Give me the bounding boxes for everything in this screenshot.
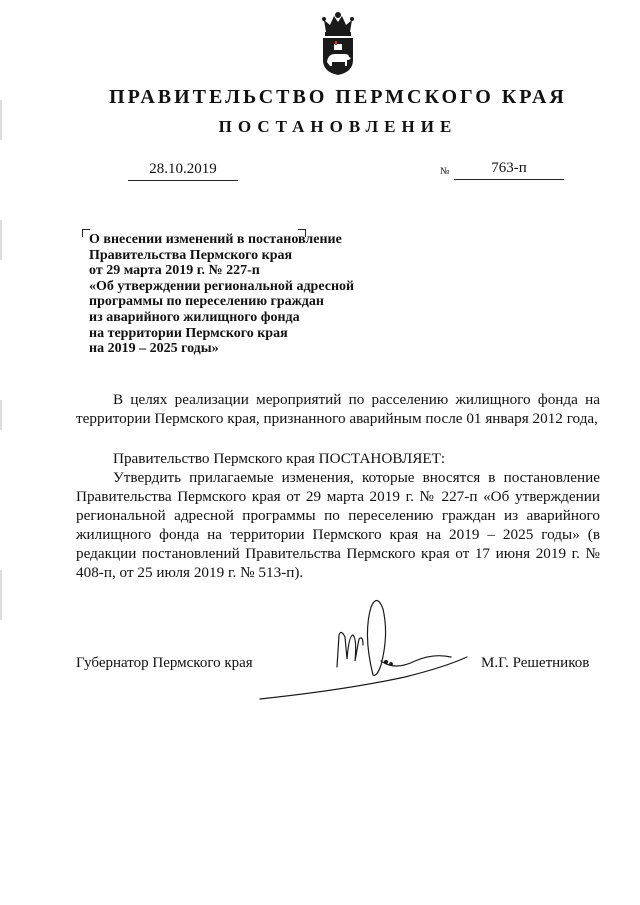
body-paragraph-approve: Утвердить прилагаемые изменения, которые вносятся в постановление Правительства Пермского края от 29 марта 2019 г. № 227-п «Об утверждении региональной адресной программы по переселению граждан из аварийного жилищного фонда на территории Пермского края на 2019 – 2025 годы» (в редакции постановлений Правительства Пермского края от 17 июня 2019 г. № 408-п, от 25 июля 2019 г. № 513-п). [76,469,600,581]
subject-line: программы по переселению граждан [89,294,324,310]
document-date: 28.10.2019 [149,161,217,177]
subject-line: Правительства Пермского края [89,247,293,263]
date-underline [128,180,238,181]
subject-line: на 2019 – 2025 годы» [89,341,219,357]
org-title: ПРАВИТЕЛЬСТВО ПЕРМСКОГО КРАЯ [109,86,567,108]
document-number: 763-п [491,160,527,176]
subject-line: из аварийного жилищного фонда [89,309,300,325]
number-sign: № [440,166,450,177]
subject-line: «Об утверждении региональной адресной [89,278,355,294]
signer-name: М.Г. Решетников [481,655,590,671]
handwritten-signature-icon [255,595,485,705]
document-subject [89,232,389,357]
subject-line: О внесении изменений в постановление [89,232,342,247]
subject-line: на территории Пермского края [89,325,288,341]
scan-edge-marks [0,100,3,660]
number-underline [454,179,564,180]
body-paragraph-resolves: Правительство Пермского края ПОСТАНОВЛЯЕТ: [113,450,446,467]
body-paragraph-preamble: В целях реализации мероприятий по расселению жилищного фонда на территории Пермского края, признанного аварийным после 01 января 2012 года, [76,391,600,427]
document-type: ПОСТАНОВЛЕНИЕ [218,117,458,136]
signer-title: Губернатор Пермского края [76,655,253,671]
perm-krai-coat-of-arms-icon [318,10,358,76]
subject-line: от 29 марта 2019 г. № 227-п [89,263,260,279]
